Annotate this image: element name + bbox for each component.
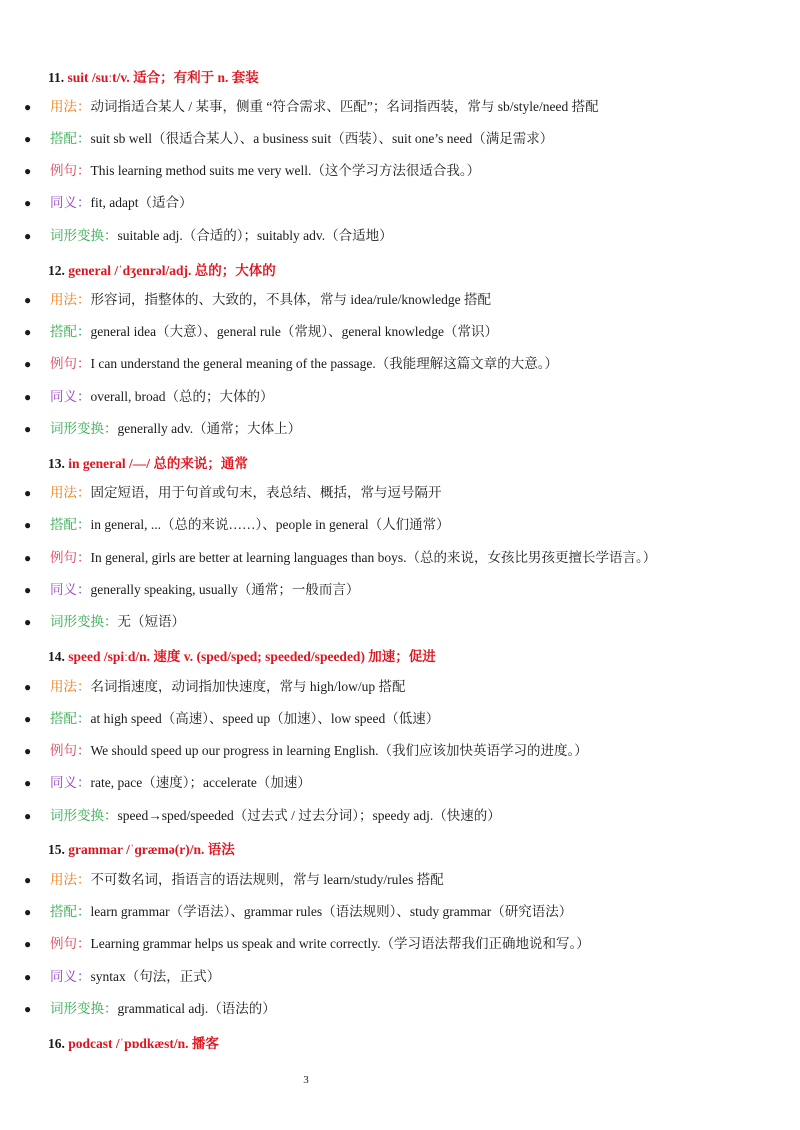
bullet-icon: ● — [24, 357, 32, 371]
page-number: 3 — [303, 1074, 309, 1086]
collocation-text: learn grammar（学语法）、grammar rules（语法规则）、study grammar（研究语法） — [90, 904, 573, 919]
collocation-label: 搭配： — [50, 904, 91, 919]
synonym-line — [24, 387, 273, 407]
example-text: We should speed up our progress in learning English.（我们应该加快英语学习的进度。） — [90, 743, 588, 758]
entry-headword: in general /—/ 总的来说；通常 — [68, 456, 248, 471]
word-forms-line — [24, 806, 501, 826]
synonym-line — [24, 580, 359, 600]
example-label: 例句： — [50, 550, 91, 565]
entry-heading — [48, 66, 259, 86]
example-line — [24, 354, 558, 374]
entry-headword: grammar /ˈɡræmə(r)/n. 语法 — [68, 842, 235, 857]
bullet-icon: ● — [24, 518, 32, 532]
entry-heading — [48, 452, 248, 472]
word-forms-text: speed→sped/speeded（过去式 / 过去分词）；speedy adj.（快速的） — [117, 808, 501, 823]
word-forms-text: generally adv.（通常；大体上） — [117, 421, 302, 436]
example-label: 例句： — [50, 163, 91, 178]
word-forms-label: 词形变换： — [50, 1001, 118, 1016]
bullet-icon: ● — [24, 100, 32, 114]
entry-headword: general /ˈdʒenrəl/adj. 总的；大体的 — [68, 263, 276, 278]
collocation-label: 搭配： — [50, 711, 91, 726]
synonym-line — [24, 967, 220, 987]
entry-number: 14. — [48, 649, 65, 664]
usage-line — [24, 97, 599, 117]
example-text: In general, girls are better at learning languages than boys.（总的来说，女孩比男孩更擅长学语言。） — [90, 550, 657, 565]
synonym-text: rate, pace（速度）；accelerate（加速） — [90, 775, 311, 790]
example-line — [24, 161, 480, 181]
usage-line — [24, 870, 444, 890]
example-text: I can understand the general meaning of the passage.（我能理解这篇文章的大意。） — [90, 356, 559, 371]
usage-text: 名词指速度，动词指加快速度，常与 high/low/up 搭配 — [90, 679, 406, 694]
bullet-icon: ● — [24, 776, 32, 790]
word-forms-line — [24, 999, 276, 1019]
word-forms-text: 无（短语） — [117, 614, 185, 629]
entry-headword: podcast /ˈpɒdkæst/n. 播客 — [68, 1036, 219, 1051]
synonym-label: 同义： — [50, 582, 91, 597]
bullet-icon: ● — [24, 970, 32, 984]
synonym-label: 同义： — [50, 969, 91, 984]
word-forms-text: grammatical adj.（语法的） — [117, 1001, 276, 1016]
word-forms-label: 词形变换： — [50, 808, 118, 823]
collocation-label: 搭配： — [50, 324, 91, 339]
bullet-icon: ● — [24, 293, 32, 307]
bullet-icon: ● — [24, 905, 32, 919]
entry-number: 16. — [48, 1036, 65, 1051]
collocation-line — [24, 129, 553, 149]
usage-label: 用法： — [50, 292, 91, 307]
entry-headword: suit /suːt/v. 适合；有利于 n. 套装 — [67, 70, 259, 85]
example-line — [24, 741, 588, 761]
collocation-label: 搭配： — [50, 517, 91, 532]
entry-headword: speed /spiːd/n. 速度 v. (sped/sped; speeded/speeded) 加速；促进 — [68, 649, 436, 664]
collocation-line — [24, 709, 439, 729]
bullet-icon: ● — [24, 583, 32, 597]
usage-line — [24, 483, 442, 503]
entry-number: 15. — [48, 842, 65, 857]
synonym-text: fit, adapt（适合） — [90, 195, 193, 210]
word-forms-label: 词形变换： — [50, 228, 118, 243]
bullet-icon: ● — [24, 809, 32, 823]
usage-text: 形容词，指整体的、大致的，不具体，常与 idea/rule/knowledge 搭配 — [90, 292, 491, 307]
example-line — [24, 934, 590, 954]
usage-label: 用法： — [50, 679, 91, 694]
example-label: 例句： — [50, 936, 91, 951]
bullet-icon: ● — [24, 680, 32, 694]
example-label: 例句： — [50, 356, 91, 371]
example-text: This learning method suits me very well.（这个学习方法很适合我。） — [90, 163, 481, 178]
bullet-icon: ● — [24, 873, 32, 887]
usage-line — [24, 290, 491, 310]
word-forms-text: suitable adj.（合适的）；suitably adv.（合适地） — [117, 228, 393, 243]
synonym-label: 同义： — [50, 195, 91, 210]
word-forms-line — [24, 419, 301, 439]
bullet-icon: ● — [24, 229, 32, 243]
collocation-text: general idea（大意）、general rule（常规）、general knowledge（常识） — [90, 324, 498, 339]
synonym-label: 同义： — [50, 389, 91, 404]
entry-heading — [48, 645, 436, 665]
usage-line — [24, 677, 406, 697]
usage-label: 用法： — [50, 872, 91, 887]
bullet-icon: ● — [24, 390, 32, 404]
usage-text: 固定短语，用于句首或句末，表总结、概括，常与逗号隔开 — [90, 485, 442, 500]
bullet-icon: ● — [24, 615, 32, 629]
word-forms-line — [24, 226, 393, 246]
synonym-text: overall, broad（总的；大体的） — [90, 389, 274, 404]
collocation-line — [24, 322, 498, 342]
example-label: 例句： — [50, 743, 91, 758]
bullet-icon: ● — [24, 422, 32, 436]
example-text: Learning grammar helps us speak and write correctly.（学习语法帮我们正确地说和写。） — [90, 936, 590, 951]
bullet-icon: ● — [24, 744, 32, 758]
synonym-line — [24, 193, 192, 213]
example-line — [24, 548, 656, 568]
synonym-text: syntax（句法，正式） — [90, 969, 221, 984]
word-forms-label: 词形变换： — [50, 614, 118, 629]
usage-label: 用法： — [50, 485, 91, 500]
entry-heading — [48, 1032, 219, 1052]
collocation-line — [24, 902, 572, 922]
usage-text: 动词指适合某人 / 某事，侧重 “符合需求、匹配”；名词指西装，常与 sb/style/need 搭配 — [90, 99, 599, 114]
synonym-text: generally speaking, usually（通常；一般而言） — [90, 582, 360, 597]
synonym-line — [24, 773, 311, 793]
bullet-icon: ● — [24, 937, 32, 951]
word-forms-label: 词形变换： — [50, 421, 118, 436]
bullet-icon: ● — [24, 132, 32, 146]
entry-heading — [48, 259, 276, 279]
bullet-icon: ● — [24, 325, 32, 339]
collocation-text: in general, ...（总的来说……）、people in general（人们通常） — [90, 517, 450, 532]
synonym-label: 同义： — [50, 775, 91, 790]
word-forms-line — [24, 612, 185, 632]
entry-number: 12. — [48, 263, 65, 278]
bullet-icon: ● — [24, 551, 32, 565]
bullet-icon: ● — [24, 164, 32, 178]
usage-label: 用法： — [50, 99, 91, 114]
usage-text: 不可数名词，指语言的语法规则，常与 learn/study/rules 搭配 — [90, 872, 444, 887]
collocation-text: at high speed（高速）、speed up（加速）、low speed（低速） — [90, 711, 440, 726]
collocation-label: 搭配： — [50, 131, 91, 146]
collocation-line — [24, 515, 450, 535]
bullet-icon: ● — [24, 1002, 32, 1016]
bullet-icon: ● — [24, 486, 32, 500]
entry-heading — [48, 838, 235, 858]
bullet-icon: ● — [24, 712, 32, 726]
entry-number: 11. — [48, 70, 65, 85]
entry-number: 13. — [48, 456, 65, 471]
collocation-text: suit sb well（很适合某人）、a business suit（西装）、suit one’s need（满足需求） — [90, 131, 554, 146]
bullet-icon: ● — [24, 196, 32, 210]
